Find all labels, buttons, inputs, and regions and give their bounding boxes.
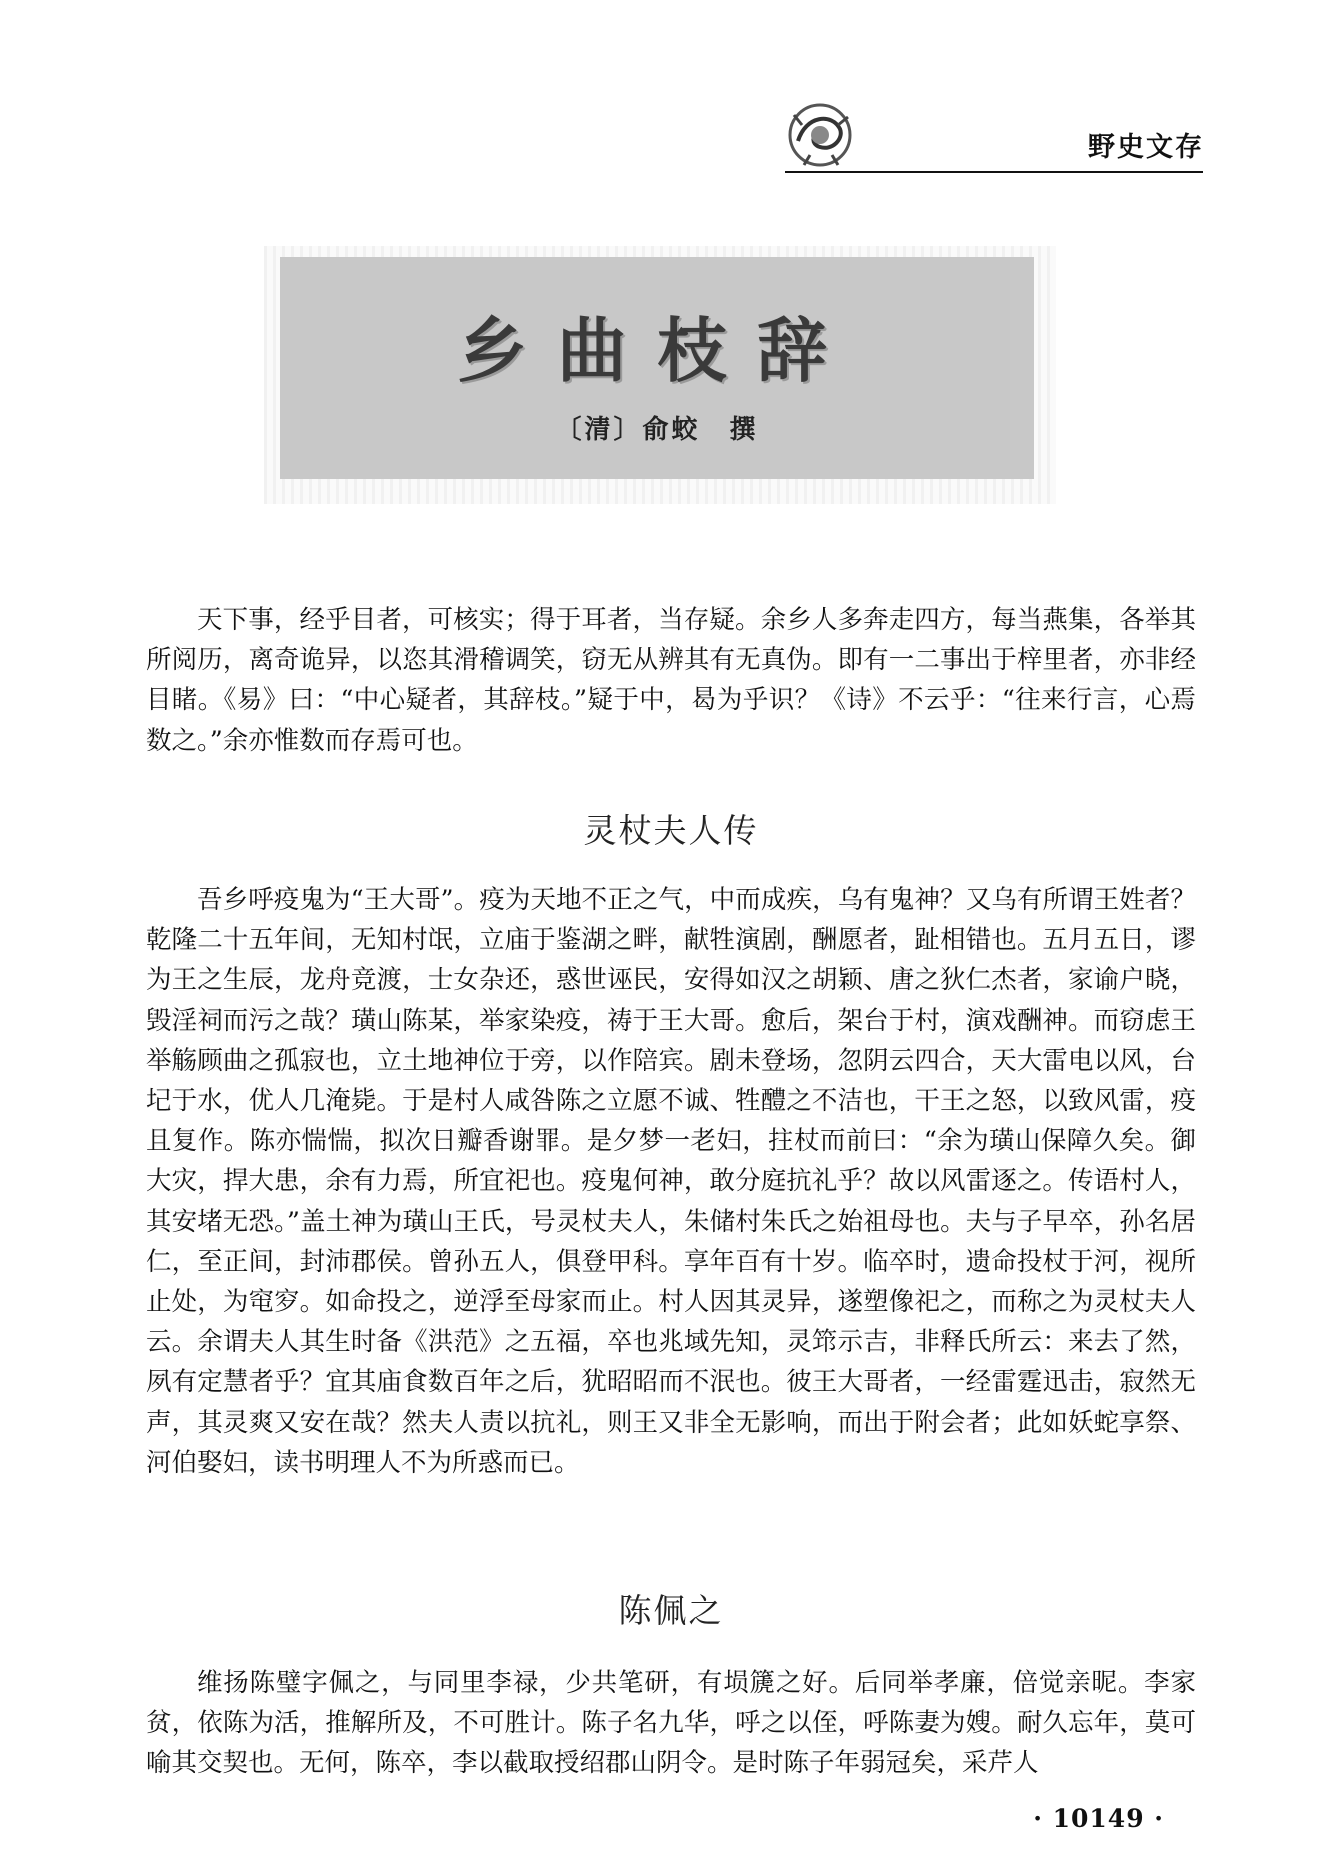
section-body: 维扬陈璧字佩之，与同里李禄，少共笔研，有埙篪之好。后同举孝廉，倍觉亲昵。李家贫，依陈为活，推解所及，不可胜计。陈子名九华，呼之以侄，呼陈妻为嫂。耐久忘年，莫可喻其交契也。无何，陈卒，李以截取授绍郡山阴令。是时陈子年弱冠矣，采芹人 bbox=[146, 1668, 1196, 1779]
page-number: · 10149 · bbox=[1033, 1804, 1164, 1833]
section-heading: 灵杖夫人传 bbox=[583, 811, 759, 850]
section-heading: 陈佩之 bbox=[618, 1591, 724, 1630]
header-rule bbox=[785, 171, 1203, 173]
dragon-emblem-icon bbox=[780, 95, 860, 175]
article-title: 乡曲枝辞 bbox=[457, 309, 857, 392]
preface-paragraph: 天下事，经乎目者，可核实；得于耳者，当存疑。余乡人多奔走四方，每当燕集，各举其所阅历，离奇诡异，以恣其滑稽调笑，窃无从辨其有无真伪。即有一二事出于梓里者，亦非经目睹。《易》曰：“中心疑者，其辞枝。”疑于中，曷为乎识？《诗》不云乎：“往来行言，心焉数之。”余亦惟数而存焉可也。 bbox=[146, 605, 1196, 756]
title-box bbox=[280, 257, 1034, 479]
section-body: 吾乡呼疫鬼为“王大哥”。疫为天地不正之气，中而成疾，乌有鬼神？又乌有所谓王姓者？乾隆二十五年间，无知村氓，立庙于鉴湖之畔，献牲演剧，酬愿者，趾相错也。五月五日，谬为王之生辰，龙舟竞渡，士女杂还，惑世诬民，安得如汉之胡颖、唐之狄仁杰者，家谕户晓，毁淫祠而污之哉？璜山陈某，举家染疫，祷于王大哥。愈后，架台于村，演戏酬神。而窃虑王举觞顾曲之孤寂也，立土地神位于旁，以作陪宾。剧未登场，忽阴云四合，天大雷电以风，台圮于水，优人几淹毙。于是村人咸咎陈之立愿不诚、牲醴之不洁也，干王之怒，以致风雷，疫且复作。陈亦惴惴，拟次日瓣香谢罪。是夕梦一老妇，拄杖而前曰：“余为璜山保障久矣。御大灾，捍大患，余有力焉，所宜祀也。疫鬼何神，敢分庭抗礼乎？故以风雷逐之。传语村人，其安堵无恐。”盖土神为璜山王氏，号灵杖夫人，朱储村朱氏之始祖母也。夫与子早卒，孙名居仁，至正间，封沛郡侯。曾孙五人，俱登甲科。享年百有十岁。临卒时，遗命投杖于河，视所止处，为窀穸。如命投之，逆浮至母家而止。村人因其灵异，遂塑像祀之，而称之为灵杖夫人云。余谓夫人其生时备《洪范》之五福，卒也兆域先知，灵筇示吉，非释氏所云：来去了然，夙有定慧者乎？宜其庙食数百年之后，犹昭昭而不泯也。彼王大哥者，一经雷霆迅击，寂然无声，其灵爽又安在哉？然夫人责以抗礼，则王又非全无影响，而出于附会者；此如妖蛇享祭、河伯娶妇，读书明理人不为所惑而已。 bbox=[146, 885, 1196, 1478]
series-title: 野史文存 bbox=[1088, 132, 1204, 163]
author-line: 〔清〕俞蛟 撰 bbox=[555, 415, 759, 445]
